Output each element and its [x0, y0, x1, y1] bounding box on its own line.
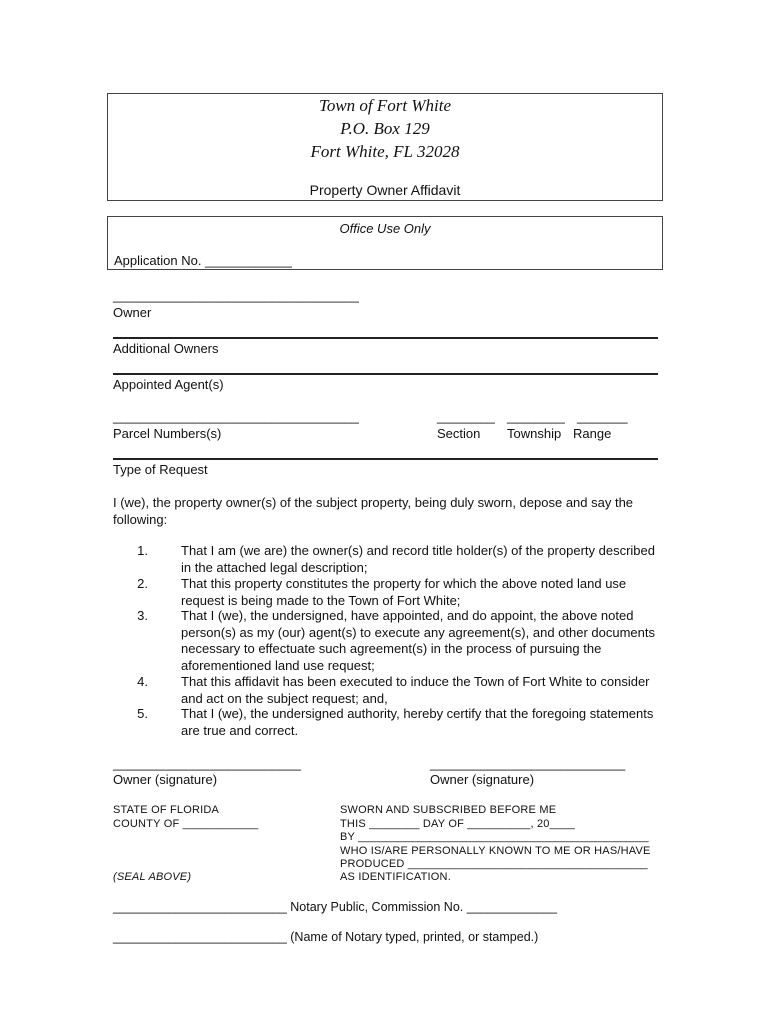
office-use-heading: Office Use Only: [339, 221, 431, 236]
personally-known-label: WHO IS/ARE PERSONALLY KNOWN TO ME OR HAS/HAVE: [340, 845, 651, 857]
date-field[interactable]: THIS ________ DAY OF __________, 20____: [340, 818, 575, 830]
list-item-text: That I (we), the undersigned, have appointed, and do appoint, the above noted person(s) as my (our) agent(s) to execute any agreement(s), and other documents necessary to effectuate such agreement(s) in the process of pursuing the aforementioned land use request;: [181, 608, 655, 673]
additional-owners-label: Additional Owners: [113, 341, 219, 356]
po-box: P.O. Box 129: [340, 119, 430, 138]
list-number: 5.: [137, 706, 148, 721]
divider-line: [113, 458, 658, 460]
owner-signature-label-right: Owner (signature): [430, 772, 535, 787]
list-item-text: That this affidavit has been executed to induce the Town of Fort White to consider and act on the subject request; and,: [181, 674, 650, 706]
list-number: 3.: [137, 608, 148, 623]
office-use-box: [107, 216, 663, 270]
list-item-text: That I (we), the undersigned authority, hereby certify that the foregoing statements are true and correct.: [181, 706, 654, 738]
parcel-blank[interactable]: __________________________________: [113, 409, 359, 424]
seal-label: (SEAL ABOVE): [113, 871, 192, 883]
owner-signature-blank-right[interactable]: ___________________________: [430, 756, 626, 771]
parcel-numbers-label: Parcel Numbers(s): [113, 426, 222, 441]
list-item-text: That I am (we are) the owner(s) and record title holder(s) of the property described in the attached legal description;: [181, 543, 655, 575]
owner-blank[interactable]: __________________________________: [113, 288, 359, 303]
identification-label: AS IDENTIFICATION.: [340, 871, 451, 883]
township-label: Township: [507, 426, 562, 441]
section-label: Section: [437, 426, 481, 441]
produced-field[interactable]: PRODUCED ______________________________________: [340, 858, 648, 870]
list-item-text: That this property constitutes the property for which the above noted land use request is being made to the Town of Fort White;: [181, 576, 627, 608]
range-blank[interactable]: _______: [577, 409, 628, 424]
section-blank[interactable]: ________: [437, 409, 495, 424]
list-number: 1.: [137, 543, 148, 558]
notary-public-line[interactable]: _________________________ Notary Public, Commission No. _____________: [113, 900, 558, 914]
divider-line: [113, 337, 658, 339]
divider-line: [113, 373, 658, 375]
type-of-request-label: Type of Request: [113, 462, 208, 477]
sworn-label: SWORN AND SUBSCRIBED BEFORE ME: [340, 804, 557, 816]
town-name: Town of Fort White: [318, 96, 452, 115]
header-box: [107, 93, 663, 201]
application-number-field[interactable]: Application No. ____________: [114, 253, 292, 268]
list-number: 4.: [137, 674, 148, 689]
range-label: Range: [573, 426, 612, 441]
intro-paragraph: I (we), the property owner(s) of the subject property, being duly sworn, depose and say the following:: [113, 495, 634, 527]
document-title: Property Owner Affidavit: [309, 182, 461, 198]
township-blank[interactable]: ________: [507, 409, 565, 424]
notary-name-line[interactable]: _________________________ (Name of Notary typed, printed, or stamped.): [113, 930, 539, 944]
by-field[interactable]: BY ______________________________________________: [340, 831, 649, 843]
county-field[interactable]: COUNTY OF ____________: [113, 818, 259, 830]
appointed-agents-label: Appointed Agent(s): [113, 377, 224, 392]
owner-label: Owner: [113, 305, 152, 320]
owner-signature-blank-left[interactable]: __________________________: [113, 756, 301, 771]
state-label: STATE OF FLORIDA: [113, 804, 220, 816]
city-state-zip: Fort White, FL 32028: [310, 142, 460, 161]
list-number: 2.: [137, 576, 148, 591]
owner-signature-label-left: Owner (signature): [113, 772, 218, 787]
